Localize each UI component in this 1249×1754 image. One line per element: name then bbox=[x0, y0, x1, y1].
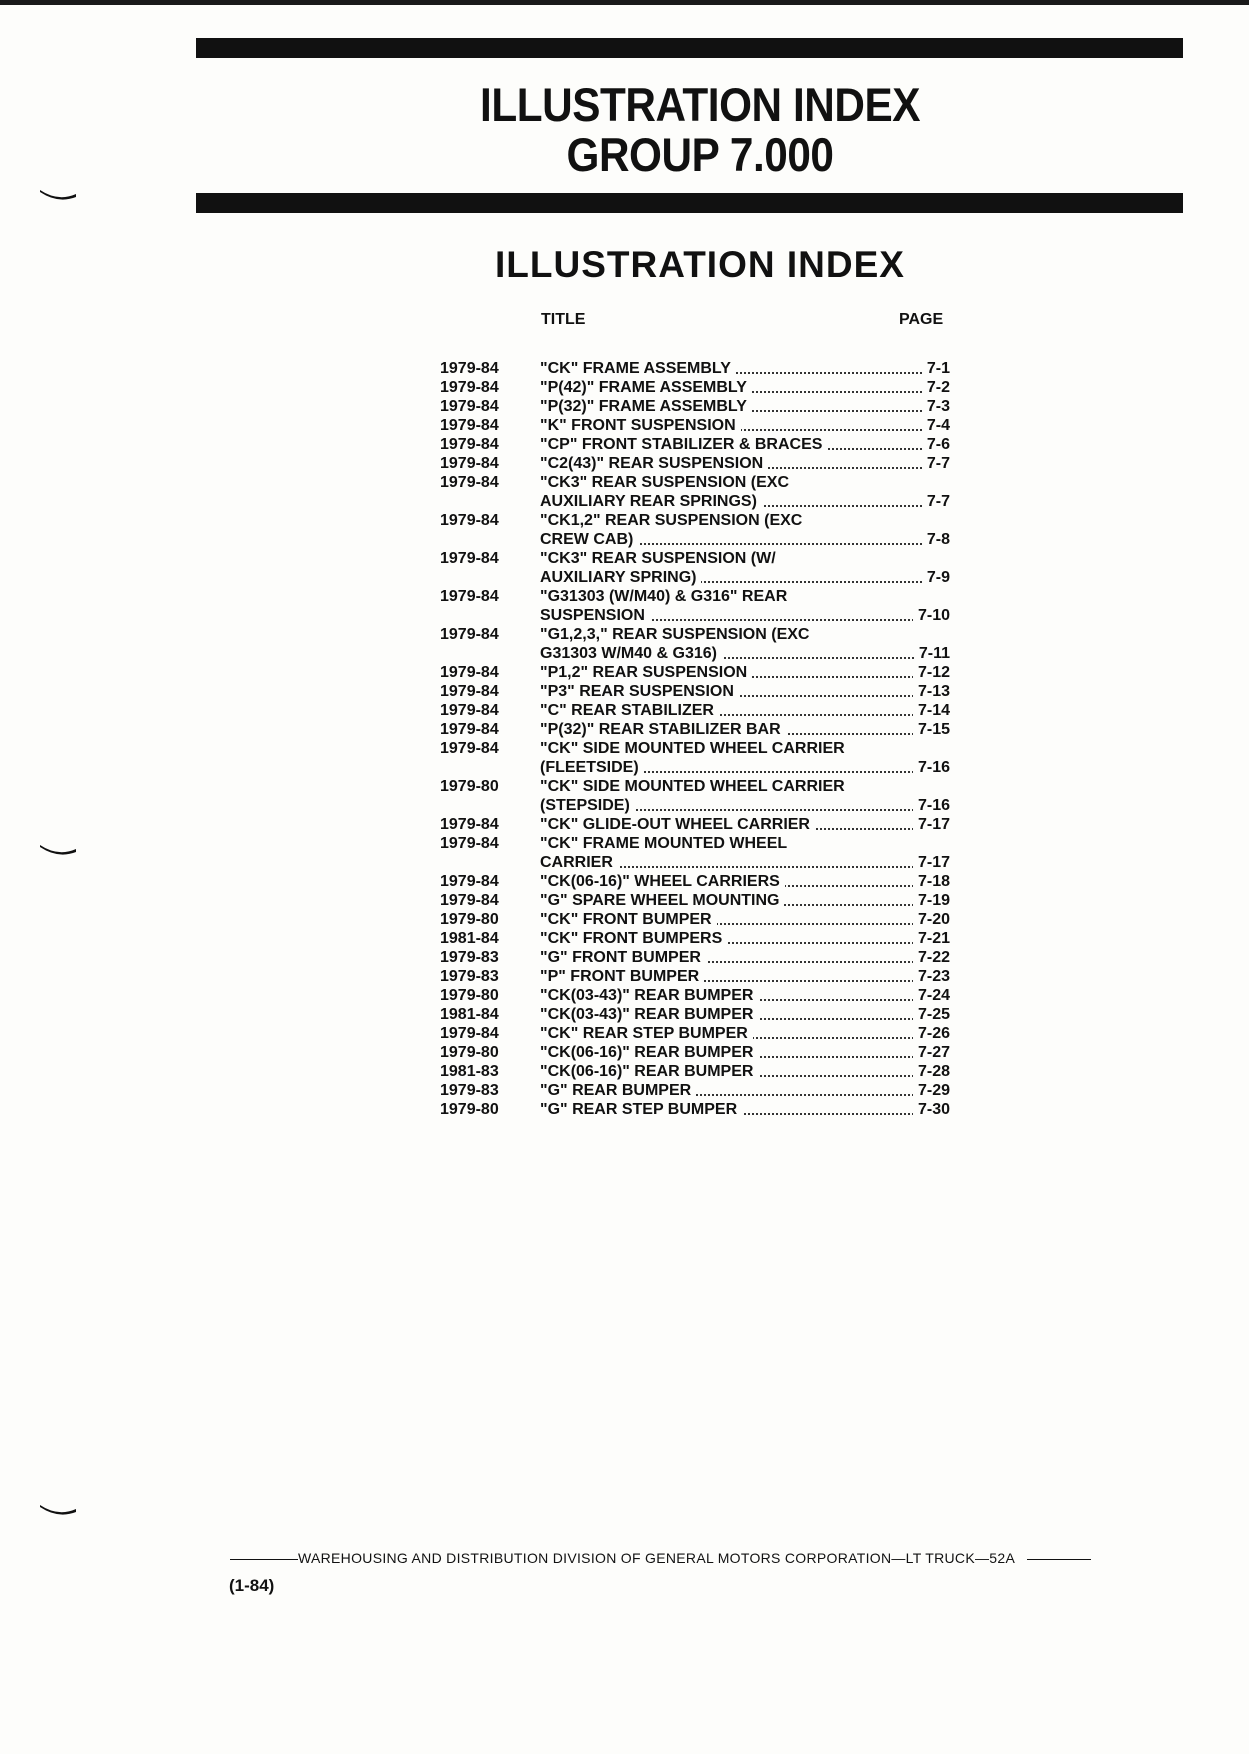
entry-line bbox=[440, 625, 960, 644]
index-entry bbox=[440, 777, 960, 815]
entry-page: 7-18 bbox=[913, 872, 950, 891]
entry-title: "CK" FRAME MOUNTED WHEEL bbox=[540, 835, 788, 852]
entry-page: 7-1 bbox=[922, 359, 950, 378]
entry-line bbox=[440, 720, 960, 739]
dot-leader bbox=[580, 866, 946, 868]
entry-line bbox=[440, 511, 960, 530]
entry-title: SUSPENSION bbox=[540, 606, 650, 625]
entry-page: 7-25 bbox=[913, 1005, 950, 1024]
index-entry bbox=[440, 416, 960, 435]
entry-line bbox=[440, 910, 960, 929]
entry-year: 1981-84 bbox=[440, 1006, 499, 1023]
index-entry bbox=[440, 397, 960, 416]
index-entry bbox=[440, 986, 960, 1005]
entry-page: 7-11 bbox=[914, 644, 950, 663]
entry-page: 7-29 bbox=[913, 1081, 950, 1100]
entry-line bbox=[440, 1100, 960, 1119]
entry-page: 7-13 bbox=[913, 682, 950, 701]
entry-title: "CK" SIDE MOUNTED WHEEL CARRIER bbox=[540, 740, 845, 757]
index-entry bbox=[440, 1043, 960, 1062]
entry-line bbox=[440, 1005, 960, 1024]
entry-line bbox=[440, 454, 960, 473]
entry-page: 7-3 bbox=[922, 397, 950, 416]
footer-text: WAREHOUSING AND DISTRIBUTION DIVISION OF GENERAL MOTORS CORPORATION—LT TRUCK—52A bbox=[298, 1550, 1016, 1566]
entry-year: 1979-80 bbox=[440, 778, 499, 795]
entry-title: G31303 W/M40 & G316) bbox=[540, 644, 722, 663]
entry-year: 1979-84 bbox=[440, 512, 499, 529]
entry-line bbox=[440, 663, 960, 682]
entry-title: "G31303 (W/M40) & G316" REAR bbox=[540, 588, 788, 605]
entry-line bbox=[440, 378, 960, 397]
entry-page: 7-12 bbox=[913, 663, 950, 682]
entry-year: 1979-84 bbox=[440, 873, 499, 890]
entry-page: 7-21 bbox=[913, 929, 950, 948]
entry-title: "G" SPARE WHEEL MOUNTING bbox=[540, 891, 784, 910]
entry-title: "P(32)" FRAME ASSEMBLY bbox=[540, 397, 752, 416]
entry-year: 1979-84 bbox=[440, 474, 499, 491]
entry-page: 7-17 bbox=[913, 815, 950, 834]
entry-title: CARRIER bbox=[540, 853, 618, 872]
entry-year: 1979-84 bbox=[440, 1025, 499, 1042]
entry-title: "G1,2,3," REAR SUSPENSION (EXC bbox=[540, 626, 810, 643]
index-entry bbox=[440, 967, 960, 986]
entry-page: 7-26 bbox=[913, 1024, 950, 1043]
entry-title: "CK(06-16)" REAR BUMPER bbox=[540, 1043, 758, 1062]
entry-line bbox=[440, 606, 960, 625]
entry-page: 7-10 bbox=[913, 606, 950, 625]
entry-line bbox=[440, 891, 960, 910]
entry-title: (STEPSIDE) bbox=[540, 796, 635, 815]
entry-title: "CK(03-43)" REAR BUMPER bbox=[540, 986, 758, 1005]
index-entry bbox=[440, 473, 960, 511]
entry-title: "CK(06-16)" WHEEL CARRIERS bbox=[540, 872, 785, 891]
entry-page: 7-15 bbox=[913, 720, 950, 739]
entry-page: 7-20 bbox=[913, 910, 950, 929]
entry-page: 7-9 bbox=[922, 568, 950, 587]
entry-line bbox=[440, 872, 960, 891]
entry-year: 1979-84 bbox=[440, 626, 499, 643]
page-title-line2: GROUP 7.000 bbox=[566, 128, 834, 181]
entry-year: 1979-84 bbox=[440, 721, 499, 738]
entry-title: "CK" REAR STEP BUMPER bbox=[540, 1024, 753, 1043]
entry-line bbox=[440, 929, 960, 948]
entry-title: AUXILIARY REAR SPRINGS) bbox=[540, 492, 762, 511]
entry-line bbox=[440, 435, 960, 454]
entry-title: "G" REAR BUMPER bbox=[540, 1081, 696, 1100]
illustration-index-list bbox=[440, 359, 960, 1119]
entry-line bbox=[440, 701, 960, 720]
entry-page: 7-2 bbox=[922, 378, 950, 397]
entry-title: "CK3" REAR SUSPENSION (W/ bbox=[540, 550, 776, 567]
entry-page: 7-23 bbox=[913, 967, 950, 986]
entry-year: 1979-80 bbox=[440, 1101, 499, 1118]
entry-page: 7-24 bbox=[913, 986, 950, 1005]
index-entry bbox=[440, 1100, 960, 1119]
index-entry bbox=[440, 435, 960, 454]
index-entry bbox=[440, 682, 960, 701]
entry-title: "G" FRONT BUMPER bbox=[540, 948, 706, 967]
entry-title: "C2(43)" REAR SUSPENSION bbox=[540, 454, 768, 473]
entry-line bbox=[440, 682, 960, 701]
index-entry bbox=[440, 511, 960, 549]
index-entry bbox=[440, 910, 960, 929]
index-entry bbox=[440, 454, 960, 473]
entry-line bbox=[440, 796, 960, 815]
entry-year: 1979-84 bbox=[440, 683, 499, 700]
entry-title: "P1,2" REAR SUSPENSION bbox=[540, 663, 752, 682]
index-entry bbox=[440, 872, 960, 891]
revision-date-code: (1-84) bbox=[229, 1576, 275, 1595]
entry-page: 7-27 bbox=[913, 1043, 950, 1062]
index-heading: ILLUSTRATION INDEX bbox=[495, 244, 905, 285]
entry-page: 7-19 bbox=[913, 891, 950, 910]
entry-title: "K" FRONT SUSPENSION bbox=[540, 416, 741, 435]
index-entry bbox=[440, 701, 960, 720]
entry-title: AUXILIARY SPRING) bbox=[540, 568, 701, 587]
index-entry bbox=[440, 549, 960, 587]
entry-page: 7-16 bbox=[913, 796, 950, 815]
entry-title: "P3" REAR SUSPENSION bbox=[540, 682, 739, 701]
entry-line bbox=[440, 1043, 960, 1062]
entry-page: 7-30 bbox=[913, 1100, 950, 1119]
entry-title: (FLEETSIDE) bbox=[540, 758, 644, 777]
entry-page: 7-4 bbox=[922, 416, 950, 435]
entry-line bbox=[440, 853, 960, 872]
entry-title: "CK(03-43)" REAR BUMPER bbox=[540, 1005, 758, 1024]
index-entry bbox=[440, 359, 960, 378]
entry-page: 7-6 bbox=[922, 435, 950, 454]
entry-line bbox=[440, 397, 960, 416]
entry-year: 1979-84 bbox=[440, 436, 499, 453]
footer-rule-right bbox=[1027, 1559, 1091, 1560]
entry-line bbox=[440, 549, 960, 568]
entry-year: 1979-84 bbox=[440, 360, 499, 377]
entry-line bbox=[440, 568, 960, 587]
entry-page: 7-7 bbox=[922, 492, 950, 511]
entry-year: 1981-83 bbox=[440, 1063, 499, 1080]
entry-title: "P(32)" REAR STABILIZER BAR bbox=[540, 720, 786, 739]
page-title bbox=[340, 80, 1060, 180]
page-top-edge bbox=[0, 0, 1249, 5]
index-entry bbox=[440, 929, 960, 948]
entry-title: "C" REAR STABILIZER bbox=[540, 701, 719, 720]
index-entry bbox=[440, 663, 960, 682]
index-entry bbox=[440, 587, 960, 625]
entry-page: 7-28 bbox=[913, 1062, 950, 1081]
index-entry bbox=[440, 1024, 960, 1043]
entry-year: 1979-84 bbox=[440, 379, 499, 396]
entry-line bbox=[440, 739, 960, 758]
entry-year: 1979-84 bbox=[440, 664, 499, 681]
entry-title: "P" FRONT BUMPER bbox=[540, 967, 704, 986]
entry-title: "G" REAR STEP BUMPER bbox=[540, 1100, 742, 1119]
entry-line bbox=[440, 492, 960, 511]
entry-line bbox=[440, 1081, 960, 1100]
entry-year: 1979-84 bbox=[440, 702, 499, 719]
entry-page: 7-7 bbox=[922, 454, 950, 473]
entry-page: 7-17 bbox=[913, 853, 950, 872]
header-top-rule bbox=[196, 38, 1183, 58]
entry-line bbox=[440, 530, 960, 549]
punch-hole-mark bbox=[38, 188, 78, 200]
entry-page: 7-8 bbox=[922, 530, 950, 549]
entry-year: 1979-84 bbox=[440, 835, 499, 852]
index-entry bbox=[440, 1081, 960, 1100]
entry-line bbox=[440, 1062, 960, 1081]
entry-title: "CK" GLIDE-OUT WHEEL CARRIER bbox=[540, 815, 815, 834]
entry-title: "CK1,2" REAR SUSPENSION (EXC bbox=[540, 512, 803, 529]
footer bbox=[230, 1550, 1091, 1566]
entry-year: 1979-84 bbox=[440, 740, 499, 757]
entry-title: "CK" FRONT BUMPERS bbox=[540, 929, 727, 948]
entry-year: 1981-84 bbox=[440, 930, 499, 947]
entry-page: 7-14 bbox=[913, 701, 950, 720]
entry-line bbox=[440, 815, 960, 834]
entry-year: 1979-84 bbox=[440, 588, 499, 605]
entry-year: 1979-84 bbox=[440, 417, 499, 434]
index-entry bbox=[440, 720, 960, 739]
header-bottom-rule bbox=[196, 193, 1183, 213]
entry-title: "CK" FRAME ASSEMBLY bbox=[540, 359, 736, 378]
index-entry bbox=[440, 378, 960, 397]
entry-year: 1979-80 bbox=[440, 911, 499, 928]
entry-title: "CK3" REAR SUSPENSION (EXC bbox=[540, 474, 789, 491]
entry-line bbox=[440, 777, 960, 796]
entry-title: "CK" SIDE MOUNTED WHEEL CARRIER bbox=[540, 778, 845, 795]
entry-line bbox=[440, 758, 960, 777]
entry-title: CREW CAB) bbox=[540, 530, 638, 549]
entry-line bbox=[440, 986, 960, 1005]
index-entry bbox=[440, 834, 960, 872]
entry-page: 7-22 bbox=[913, 948, 950, 967]
entry-year: 1979-83 bbox=[440, 949, 499, 966]
index-entry bbox=[440, 625, 960, 663]
entry-line bbox=[440, 967, 960, 986]
index-entry bbox=[440, 891, 960, 910]
footer-rule-left bbox=[230, 1559, 298, 1560]
punch-hole-mark bbox=[38, 843, 78, 855]
entry-title: "CP" FRONT STABILIZER & BRACES bbox=[540, 435, 827, 454]
entry-title: "P(42)" FRAME ASSEMBLY bbox=[540, 378, 752, 397]
entry-year: 1979-84 bbox=[440, 892, 499, 909]
entry-page: 7-16 bbox=[913, 758, 950, 777]
entry-line bbox=[440, 834, 960, 853]
entry-title: "CK" FRONT BUMPER bbox=[540, 910, 717, 929]
entry-year: 1979-80 bbox=[440, 1044, 499, 1061]
entry-line bbox=[440, 416, 960, 435]
entry-year: 1979-84 bbox=[440, 455, 499, 472]
index-entry bbox=[440, 948, 960, 967]
entry-year: 1979-83 bbox=[440, 968, 499, 985]
index-entry bbox=[440, 1062, 960, 1081]
index-entry bbox=[440, 739, 960, 777]
column-header-page: PAGE bbox=[899, 311, 944, 328]
entry-year: 1979-84 bbox=[440, 550, 499, 567]
entry-year: 1979-80 bbox=[440, 987, 499, 1004]
index-entry bbox=[440, 815, 960, 834]
dot-leader bbox=[580, 809, 946, 811]
entry-line bbox=[440, 473, 960, 492]
entry-line bbox=[440, 644, 960, 663]
entry-line bbox=[440, 359, 960, 378]
entry-line bbox=[440, 1024, 960, 1043]
entry-line bbox=[440, 587, 960, 606]
page-title-line1: ILLUSTRATION INDEX bbox=[480, 78, 920, 131]
entry-year: 1979-84 bbox=[440, 398, 499, 415]
entry-line bbox=[440, 948, 960, 967]
entry-title: "CK(06-16)" REAR BUMPER bbox=[540, 1062, 758, 1081]
punch-hole-mark bbox=[38, 1503, 78, 1515]
entry-year: 1979-84 bbox=[440, 816, 499, 833]
column-header-title: TITLE bbox=[541, 311, 586, 328]
entry-year: 1979-83 bbox=[440, 1082, 499, 1099]
index-entry bbox=[440, 1005, 960, 1024]
